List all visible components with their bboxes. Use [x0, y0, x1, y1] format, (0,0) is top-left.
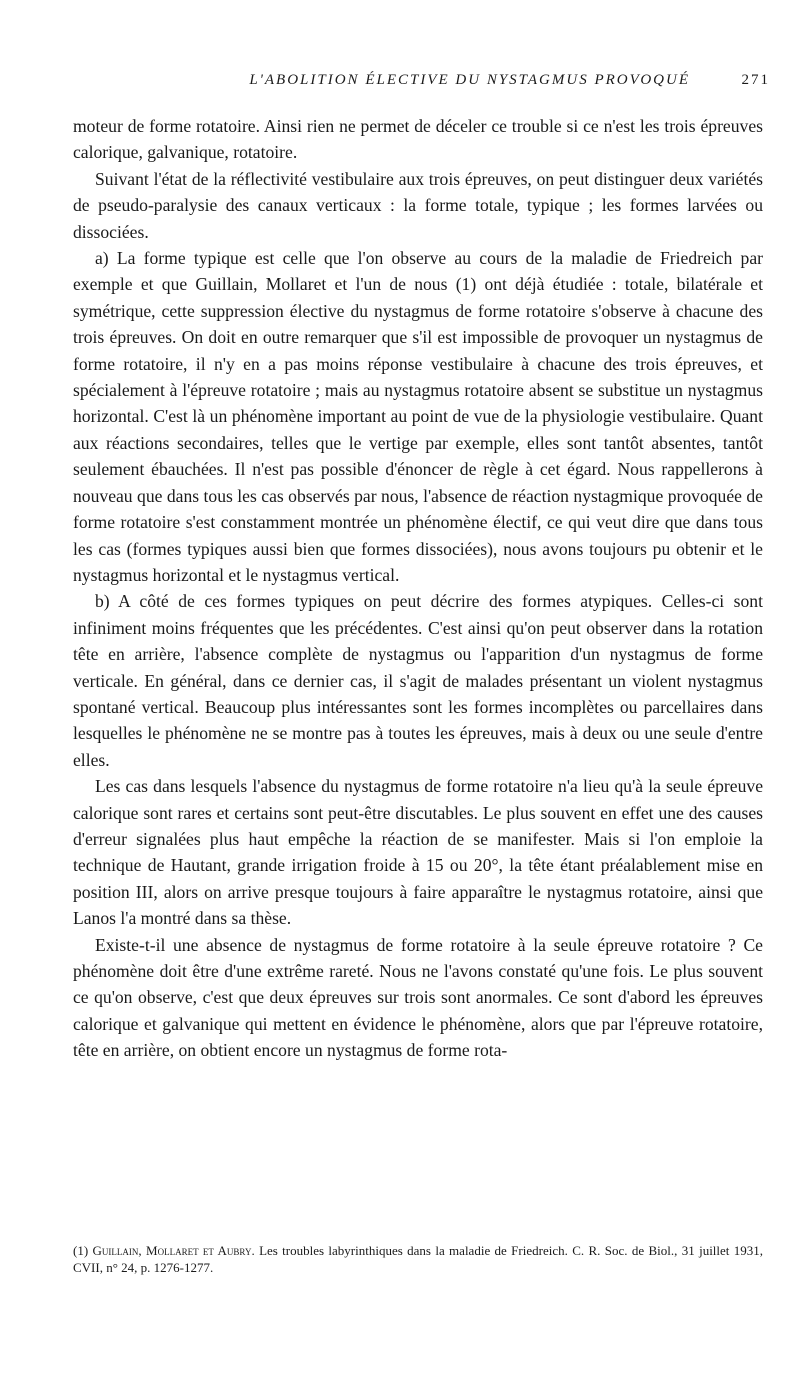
footnote	[73, 1242, 763, 1276]
footnote-text: Les troubles labyrinthiques dans la maladie de Friedreich. C. R. Soc. de Biol., 31 juillet 1931, CVII, n° 24, p. 1276-1277.	[73, 1243, 764, 1275]
footnote-authors: Guillain, Mollaret et Aubry.	[92, 1243, 255, 1258]
paragraph: Les cas dans lesquels l'absence du nystagmus de forme rotatoire n'a lieu qu'à la seule épreuve calorique sont rares et certains sont peut-être discutables. Le plus souvent en effet une des causes d'erreur signalées plus haut empêche la réaction de se manifester. Mais si l'on emploie la technique de Hautant, grande irrigation froide à 15 ou 20°, la tête étant préalablement mise en position III, alors on arrive presque toujours à faire apparaître le nystagmus rotatoire, ainsi que Lanos l'a montré dans sa thèse.	[73, 776, 763, 929]
body-text	[73, 113, 763, 1064]
paragraph: a) La forme typique est celle que l'on observe au cours de la maladie de Friedreich par exemple et que Guillain, Mollaret et l'un de nous (1) ont déjà étudiée : totale, bilatérale et symétrique, cette suppression élective du nystagmus de forme rotatoire s'observe à chacune des trois épreuves. On doit en outre remarquer que s'il est impossible de provoquer un nystagmus de forme rotatoire, il n'y en a pas moins réponse vestibulaire à chacune des trois épreuves, et spécialement à l'épreuve rotatoire ; mais au nystagmus rotatoire absent se substitue un nystagmus horizontal. C'est là un phénomène important au point de vue de la physiologie vestibulaire. Quant aux réactions secondaires, telles que le vertige par exemple, elles sont tantôt absentes, tantôt seulement ébauchées. Il n'est pas possible d'énoncer de règle à cet égard. Nous rappellerons à nouveau que dans tous les cas observés par nous, l'absence de réaction nystagmique provoquée de forme rotatoire s'est constamment montrée un phénomène électif, ce qui veut dire que dans tous les cas (formes typiques aussi bien que formes dissociées), nous avons toujours pu obtenir et le nystagmus horizontal et le nystagmus vertical.	[73, 248, 763, 585]
page-number: 271	[741, 72, 770, 88]
paragraph: moteur de forme rotatoire. Ainsi rien ne permet de déceler ce trouble si ce n'est les trois épreuves calorique, galvanique, rotatoire.	[73, 116, 763, 163]
paragraph: Existe-t-il une absence de nystagmus de forme rotatoire à la seule épreuve rotatoire ? Ce phénomène doit être d'une extrême rareté. Nous ne l'avons constaté qu'une fois. Le plus souvent ce qu'on observe, c'est que deux épreuves sur trois sont anormales. Ce sont d'abord les épreuves calorique et galvanique qui mettent en évidence le phénomène, alors que par l'épreuve rotatoire, tête en arrière, on obtient encore un nystagmus de forme rota-	[73, 934, 763, 1061]
running-title: L'ABOLITION ÉLECTIVE DU NYSTAGMUS PROVOQUÉ	[249, 72, 690, 88]
paragraph: Suivant l'état de la réflectivité vestibulaire aux trois épreuves, on peut distinguer deux variétés de pseudo-paralysie des canaux verticaux : la forme totale, typique ; les formes larvées ou dissociées.	[73, 168, 763, 242]
paragraph: b) A côté de ces formes typiques on peut décrire des formes atypiques. Celles-ci sont infiniment moins fréquentes que les précédentes. C'est ainsi qu'on peut observer dans la rotation tête en arrière, l'absence complète de nystagmus ou l'apparition d'un nystagmus de forme verticale. En général, dans ce dernier cas, il s'agit de malades présentant un violent nystagmus spontané vertical. Beaucoup plus intéressantes sont les formes incomplètes ou parcellaires dans lesquelles le phénomène ne se montre pas à toutes les épreuves, mais à deux ou une seule d'entre elles.	[73, 591, 763, 770]
footnote-marker: (1)	[73, 1243, 89, 1258]
